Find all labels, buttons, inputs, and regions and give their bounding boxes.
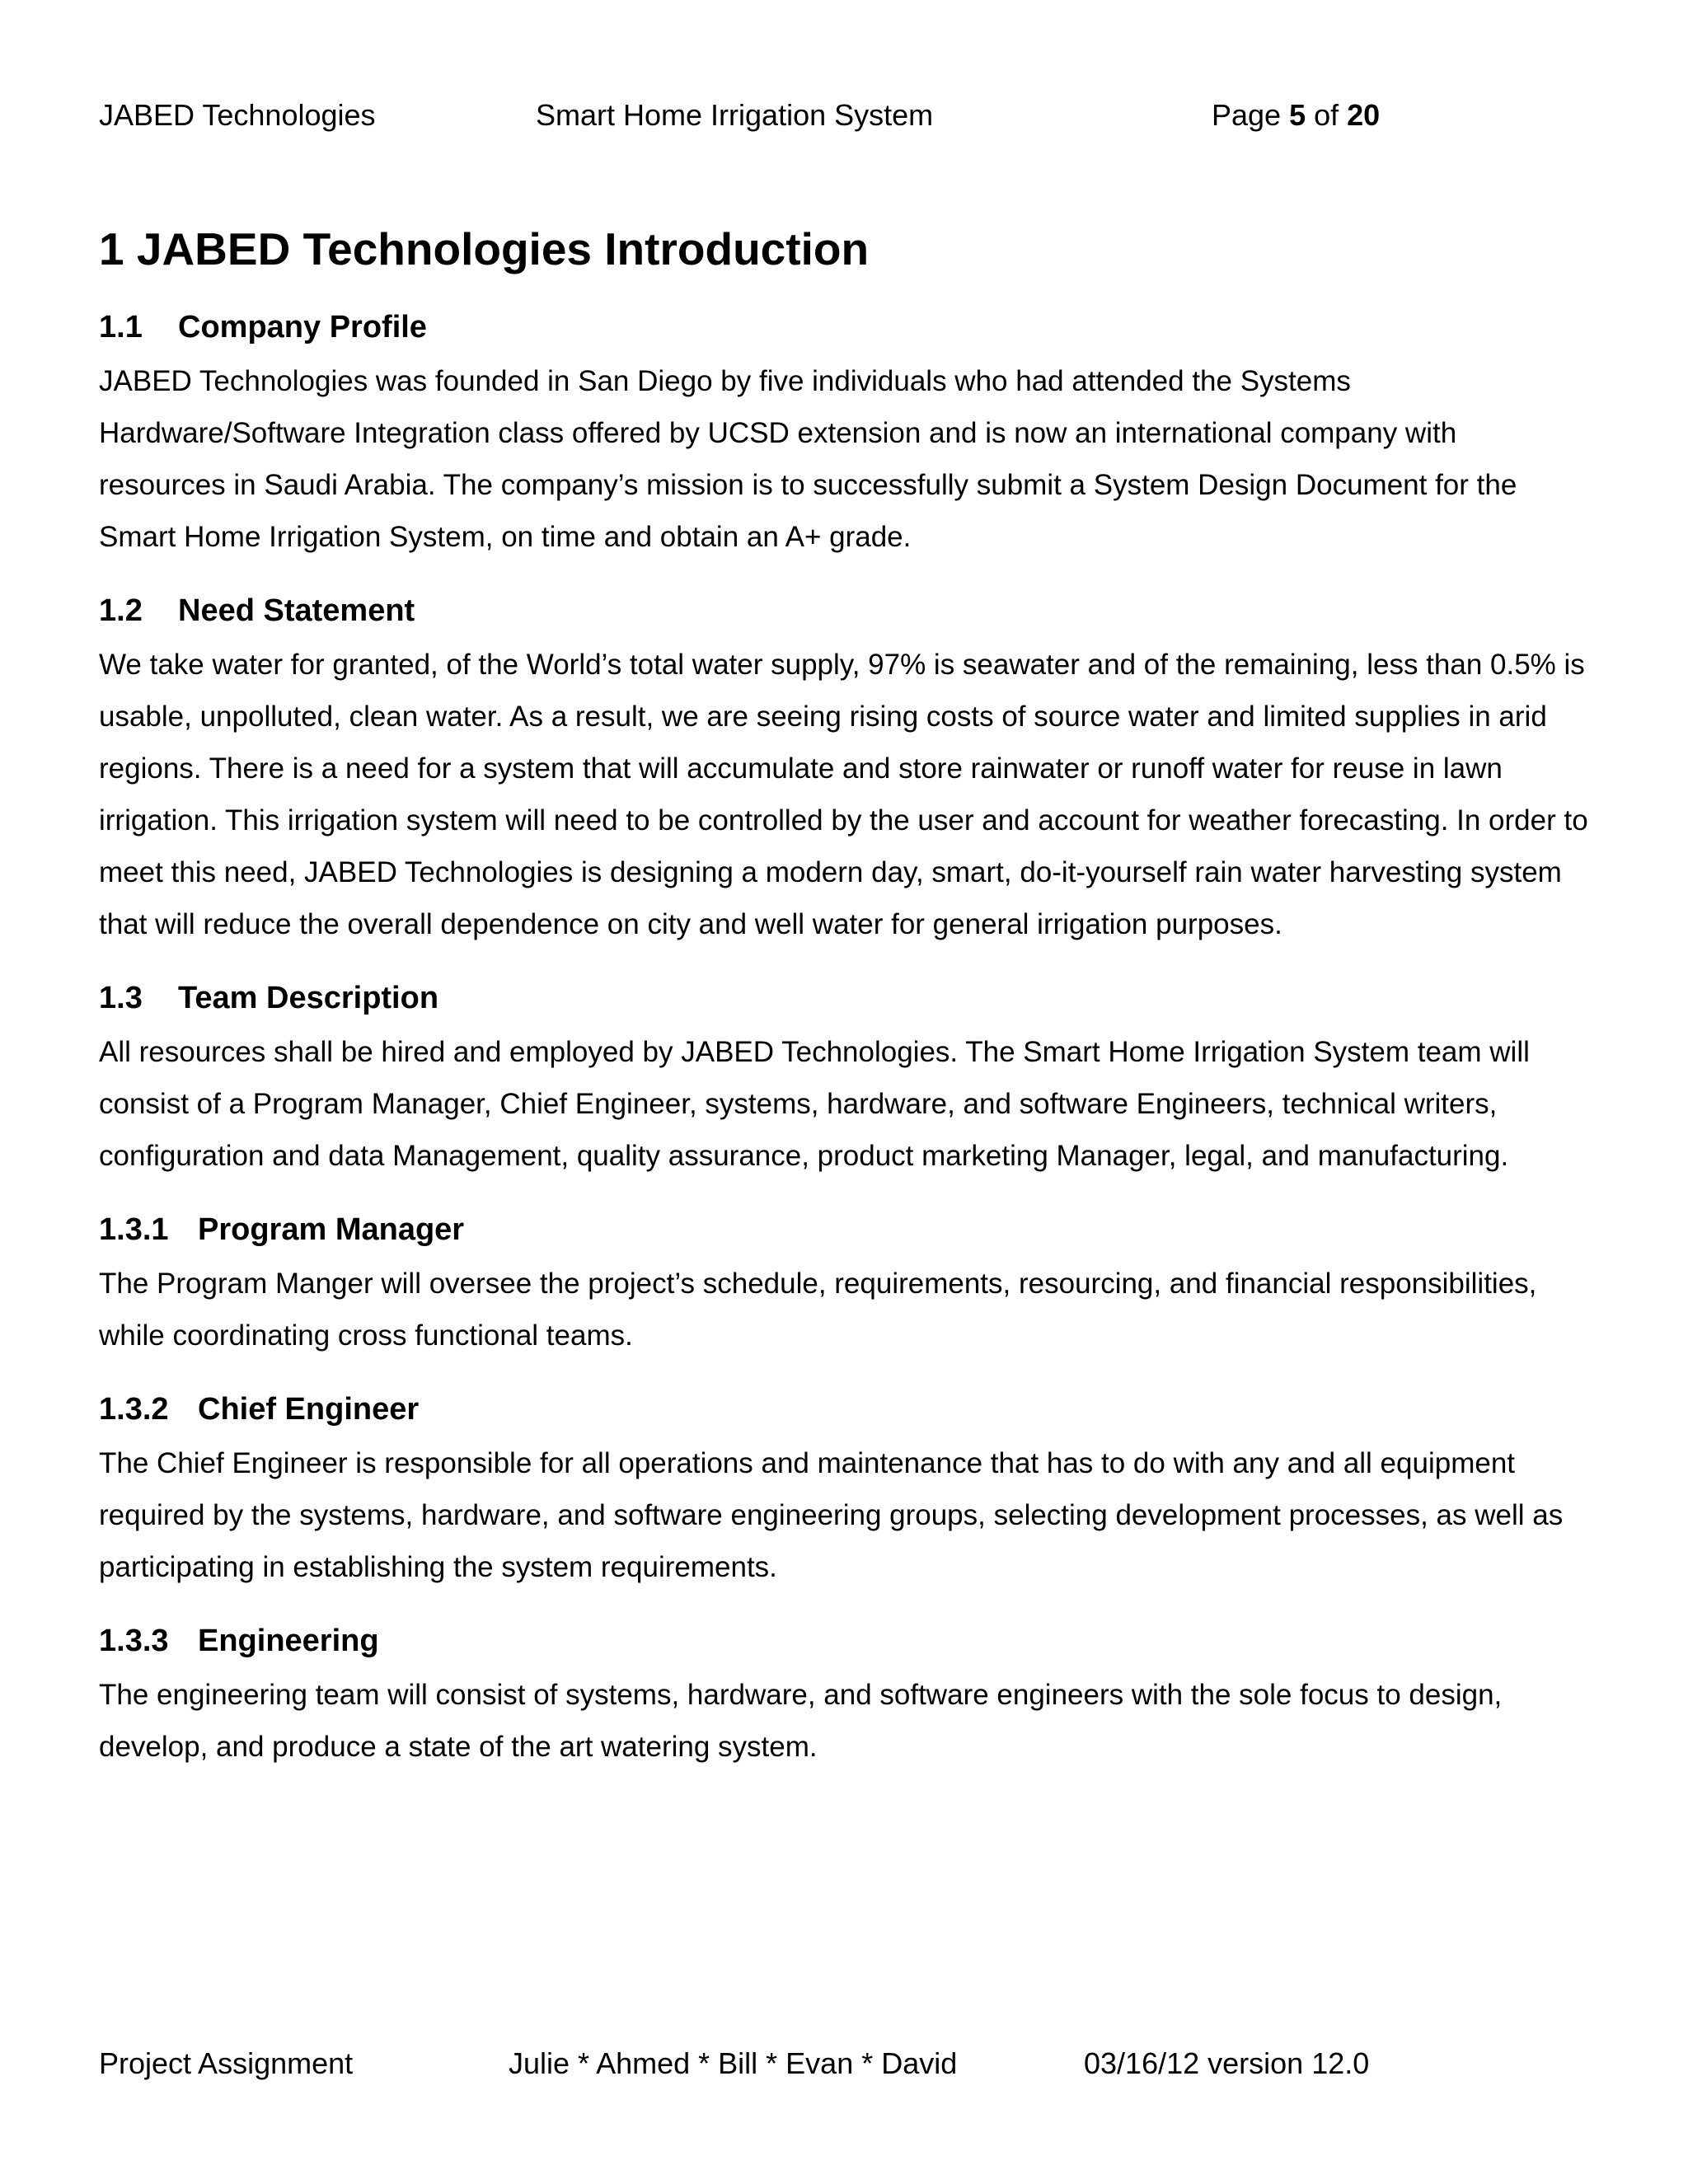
need-statement-text: We take water for granted, of the World’s total water supply, 97% is seawater and of the remaining, less than 0.5% is usable, unpolluted, clean water. As a result, we are seeing rising costs of source water and limited supplies in arid regions. There is a need for a system that will accumulate and store rainwater or runoff water for reuse in lawn irrigation. This irrigation system will need to be controlled by the user and account for weather forecasting. In order to meet this need, JABED Technologies is designing a modern day, smart, do-it-yourself rain water harvesting system that will reduce the overall dependence on city and well water for general irrigation purposes. [99,649,1588,940]
page-of: of [1306,98,1348,132]
page-total: 20 [1347,98,1381,132]
section-number: 1.3 [99,981,143,1015]
section-title: Team Description [178,981,439,1015]
section-number: 1.3.2 [99,1392,169,1427]
heading-chief-engineer [99,1385,1591,1434]
footer-version: 03/16/12 version 12.0 [1084,2046,1370,2080]
page-current: 5 [1289,98,1306,132]
heading-program-manager [99,1205,1591,1254]
team-description-text: All resources shall be hired and employed by JABED Technologies. The Smart Home Irrigation System team will consist of a Program Manager, Chief Engineer, systems, hardware, and software Engineers, technical writers, configuration and data Management, quality assurance, product marketing Manager, legal, and manufacturing. [99,1036,1530,1172]
section-title: Company Profile [178,310,427,344]
header-company: JABED Technologies [99,98,376,132]
section-title: Program Manager [198,1212,465,1247]
page-prefix: Page [1212,98,1290,132]
heading-introduction [99,216,1591,282]
section-title: Need Statement [178,593,415,628]
heading-number: 1 [99,223,124,274]
chief-engineer-text: The Chief Engineer is responsible for all operations and maintenance that has to do with any and all equipment required by the systems, hardware, and software engineering groups, selecting development processes, as well as participating in establishing the system requirements. [99,1447,1564,1583]
footer-authors: Julie * Ahmed * Bill * Evan * David [509,2046,958,2080]
heading-title: JABED Technologies Introduction [136,223,870,274]
heading-need-statement [99,586,1591,635]
program-manager-text: The Program Manger will oversee the project’s schedule, requirements, resourcing, and financial responsibilities, while coordinating cross functional teams. [99,1268,1537,1352]
header-title: Smart Home Irrigation System [536,98,934,132]
engineering-text: The engineering team will consist of systems, hardware, and software engineers with the sole focus to design, develop, and produce a state of the art watering system. [99,1679,1503,1763]
section-number: 1.3.1 [99,1212,169,1247]
section-number: 1.2 [99,593,143,628]
section-number: 1.1 [99,310,143,344]
heading-team-description [99,973,1591,1023]
heading-company-profile [99,302,1591,352]
section-title: Chief Engineer [198,1392,420,1427]
heading-engineering [99,1616,1591,1666]
header-page-number [1212,97,1380,134]
company-profile-text: JABED Technologies was founded in San Diego by five individuals who had attended the Systems Hardware/Software Integration class offered by UCSD extension and is now an international company with resources in Saudi Arabia. The company’s mission is to successfully submit a System Design Document for the Smart Home Irrigation System, on time and obtain an A+ grade. [99,365,1517,553]
section-number: 1.3.3 [99,1624,169,1658]
section-title: Engineering [198,1624,379,1658]
footer-left: Project Assignment [99,2046,354,2080]
document-body [99,216,1591,1773]
